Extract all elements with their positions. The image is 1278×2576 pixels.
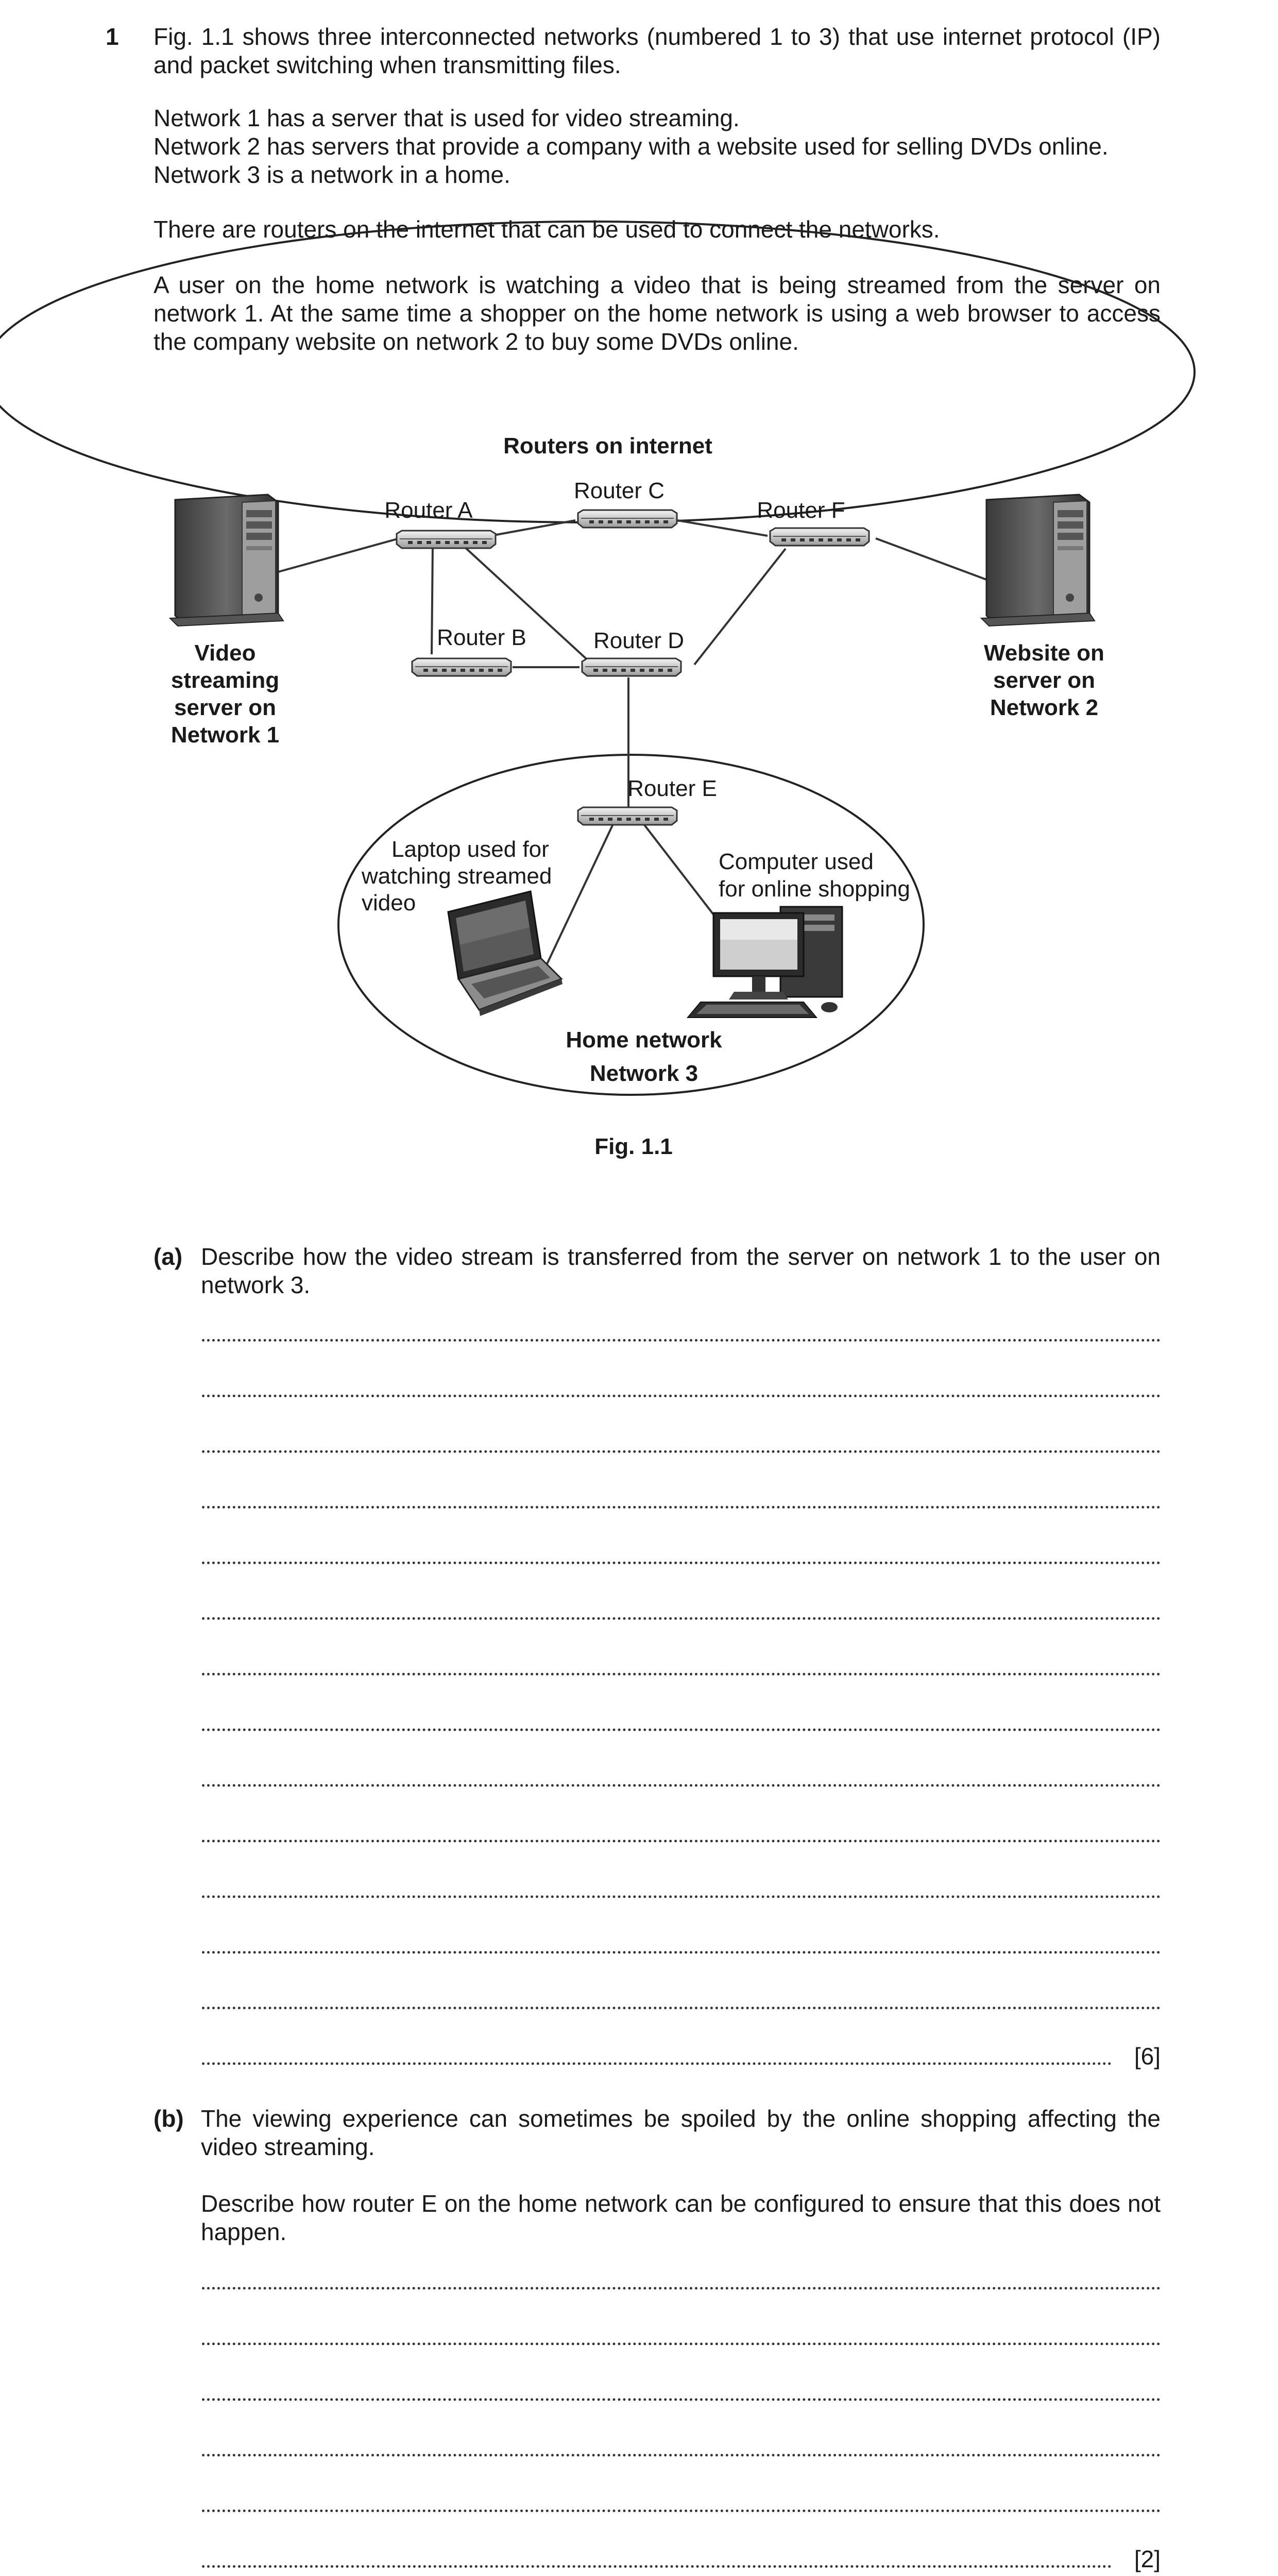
part-b-label: (b) xyxy=(154,2105,184,2132)
laptop-icon xyxy=(448,891,563,1016)
intro-paragraph-4: A user on the home network is watching a video that is being streamed from the server on network 1. At the same time a shopper on the home network is using a web browser to access the company website on network 2 to buy some DVDs online. xyxy=(154,272,1161,355)
part-a-marks: [6] xyxy=(1134,2043,1161,2070)
router-f-label: Router F xyxy=(757,498,845,523)
answer-line[interactable] xyxy=(202,1349,1161,1404)
answer-line[interactable] xyxy=(202,1404,1161,1460)
answer-line-dots xyxy=(202,1395,1161,1397)
answer-line[interactable] xyxy=(202,2464,1161,2519)
part-b-marks: [2] xyxy=(1134,2546,1161,2572)
answer-line[interactable] xyxy=(202,2352,1161,2408)
answer-line[interactable] xyxy=(202,2016,1161,2072)
answer-line[interactable] xyxy=(202,1293,1161,1349)
answer-line[interactable] xyxy=(202,1627,1161,1683)
answer-line-dots xyxy=(202,2343,1161,2345)
router-e-icon xyxy=(578,807,677,825)
desktop-computer-icon xyxy=(688,907,842,1018)
answer-line[interactable] xyxy=(202,1516,1161,1571)
answer-line[interactable] xyxy=(202,2297,1161,2352)
answer-line-dots xyxy=(202,1784,1161,1787)
answer-line[interactable] xyxy=(202,1794,1161,1850)
part-a-answer-area[interactable] xyxy=(202,1293,1161,2072)
svg-text:server on: server on xyxy=(993,668,1096,693)
router-d-icon xyxy=(582,658,681,676)
home-network-subtitle: Network 3 xyxy=(589,1061,698,1086)
answer-line[interactable] xyxy=(202,2519,1161,2575)
answer-line-dots xyxy=(202,2454,1161,2456)
part-a-label: (a) xyxy=(154,1243,183,1270)
question-number: 1 xyxy=(106,23,119,50)
router-c-icon xyxy=(578,510,677,528)
video-server-icon xyxy=(170,495,283,626)
answer-line-dots xyxy=(202,2287,1161,2290)
answer-line-dots xyxy=(202,1339,1161,1342)
answer-line-dots xyxy=(202,1673,1161,1675)
website-server-icon xyxy=(981,495,1095,626)
answer-line-dots xyxy=(202,1506,1161,1509)
router-a-label: Router A xyxy=(384,498,473,523)
answer-line-dots xyxy=(202,1450,1161,1453)
svg-text:video: video xyxy=(362,890,416,916)
answer-line-dots xyxy=(202,1840,1161,1842)
answer-line[interactable] xyxy=(202,1738,1161,1794)
answer-line-dots xyxy=(202,1951,1161,1954)
part-b-question: The viewing experience can sometimes be spoiled by the online shopping affecting the video streaming. Describe how router E on the home network can be configured to ensure that this does not happen. xyxy=(201,2105,1161,2245)
answer-line-dots xyxy=(202,1895,1161,1898)
part-a-question: Describe how the video stream is transferred from the server on network 1 to the user on network 3. xyxy=(201,1243,1161,1298)
router-d-label: Router D xyxy=(593,628,685,653)
intro-paragraph-2: Network 1 has a server that is used for video streaming. Network 2 has servers that provide a company with a website used for selling DVDs online. Network 3 is a network in a home. xyxy=(154,105,1109,188)
svg-text:Computer used: Computer used xyxy=(719,849,874,874)
website-server-label xyxy=(984,640,1104,720)
network-diagram xyxy=(0,0,1278,1185)
computer-label xyxy=(719,849,910,902)
router-e-label: Router E xyxy=(627,776,717,801)
internet-title: Routers on internet xyxy=(503,433,712,459)
answer-line-dots xyxy=(202,2510,1161,2512)
svg-text:Network 2: Network 2 xyxy=(990,695,1099,720)
answer-line[interactable] xyxy=(202,2241,1161,2297)
part-b-answer-area[interactable] xyxy=(202,2241,1161,2575)
router-a-icon xyxy=(397,531,496,548)
intro-paragraph-1: Fig. 1.1 shows three interconnected networks (numbered 1 to 3) that use internet protocol (IP) and packet switching when transmitting files. xyxy=(154,23,1161,78)
answer-line[interactable] xyxy=(202,1571,1161,1627)
answer-line[interactable] xyxy=(202,1850,1161,1905)
answer-line[interactable] xyxy=(202,2408,1161,2464)
svg-text:Laptop used for: Laptop used for xyxy=(391,837,549,862)
answer-line-dots xyxy=(202,1728,1161,1731)
router-b-label: Router B xyxy=(437,625,526,650)
answer-line[interactable] xyxy=(202,1905,1161,1961)
svg-text:watching streamed: watching streamed xyxy=(362,863,552,889)
router-f-icon xyxy=(770,528,869,546)
answer-line-dots xyxy=(202,2062,1112,2065)
svg-text:server on: server on xyxy=(174,695,277,720)
answer-line[interactable] xyxy=(202,1460,1161,1516)
svg-text:for online shopping: for online shopping xyxy=(719,876,910,902)
answer-line-dots xyxy=(202,2007,1161,2009)
figure-caption: Fig. 1.1 xyxy=(594,1134,673,1159)
answer-line[interactable] xyxy=(202,1683,1161,1738)
router-b-icon xyxy=(412,658,511,676)
internet-ellipse xyxy=(0,222,1195,522)
video-server-label xyxy=(171,640,279,748)
intro-paragraph-3: There are routers on the internet that can be used to connect the networks. xyxy=(154,216,940,243)
svg-text:Website on: Website on xyxy=(984,640,1104,666)
answer-line-dots xyxy=(202,2565,1112,2568)
answer-line[interactable] xyxy=(202,1961,1161,2016)
answer-line-dots xyxy=(202,1617,1161,1620)
router-c-label: Router C xyxy=(573,478,665,503)
svg-text:streaming: streaming xyxy=(171,668,280,693)
answer-line-dots xyxy=(202,2398,1161,2401)
answer-line-dots xyxy=(202,1562,1161,1564)
svg-text:Video: Video xyxy=(194,640,256,666)
svg-text:Network 1: Network 1 xyxy=(171,722,280,748)
home-network-title: Home network xyxy=(566,1027,722,1053)
